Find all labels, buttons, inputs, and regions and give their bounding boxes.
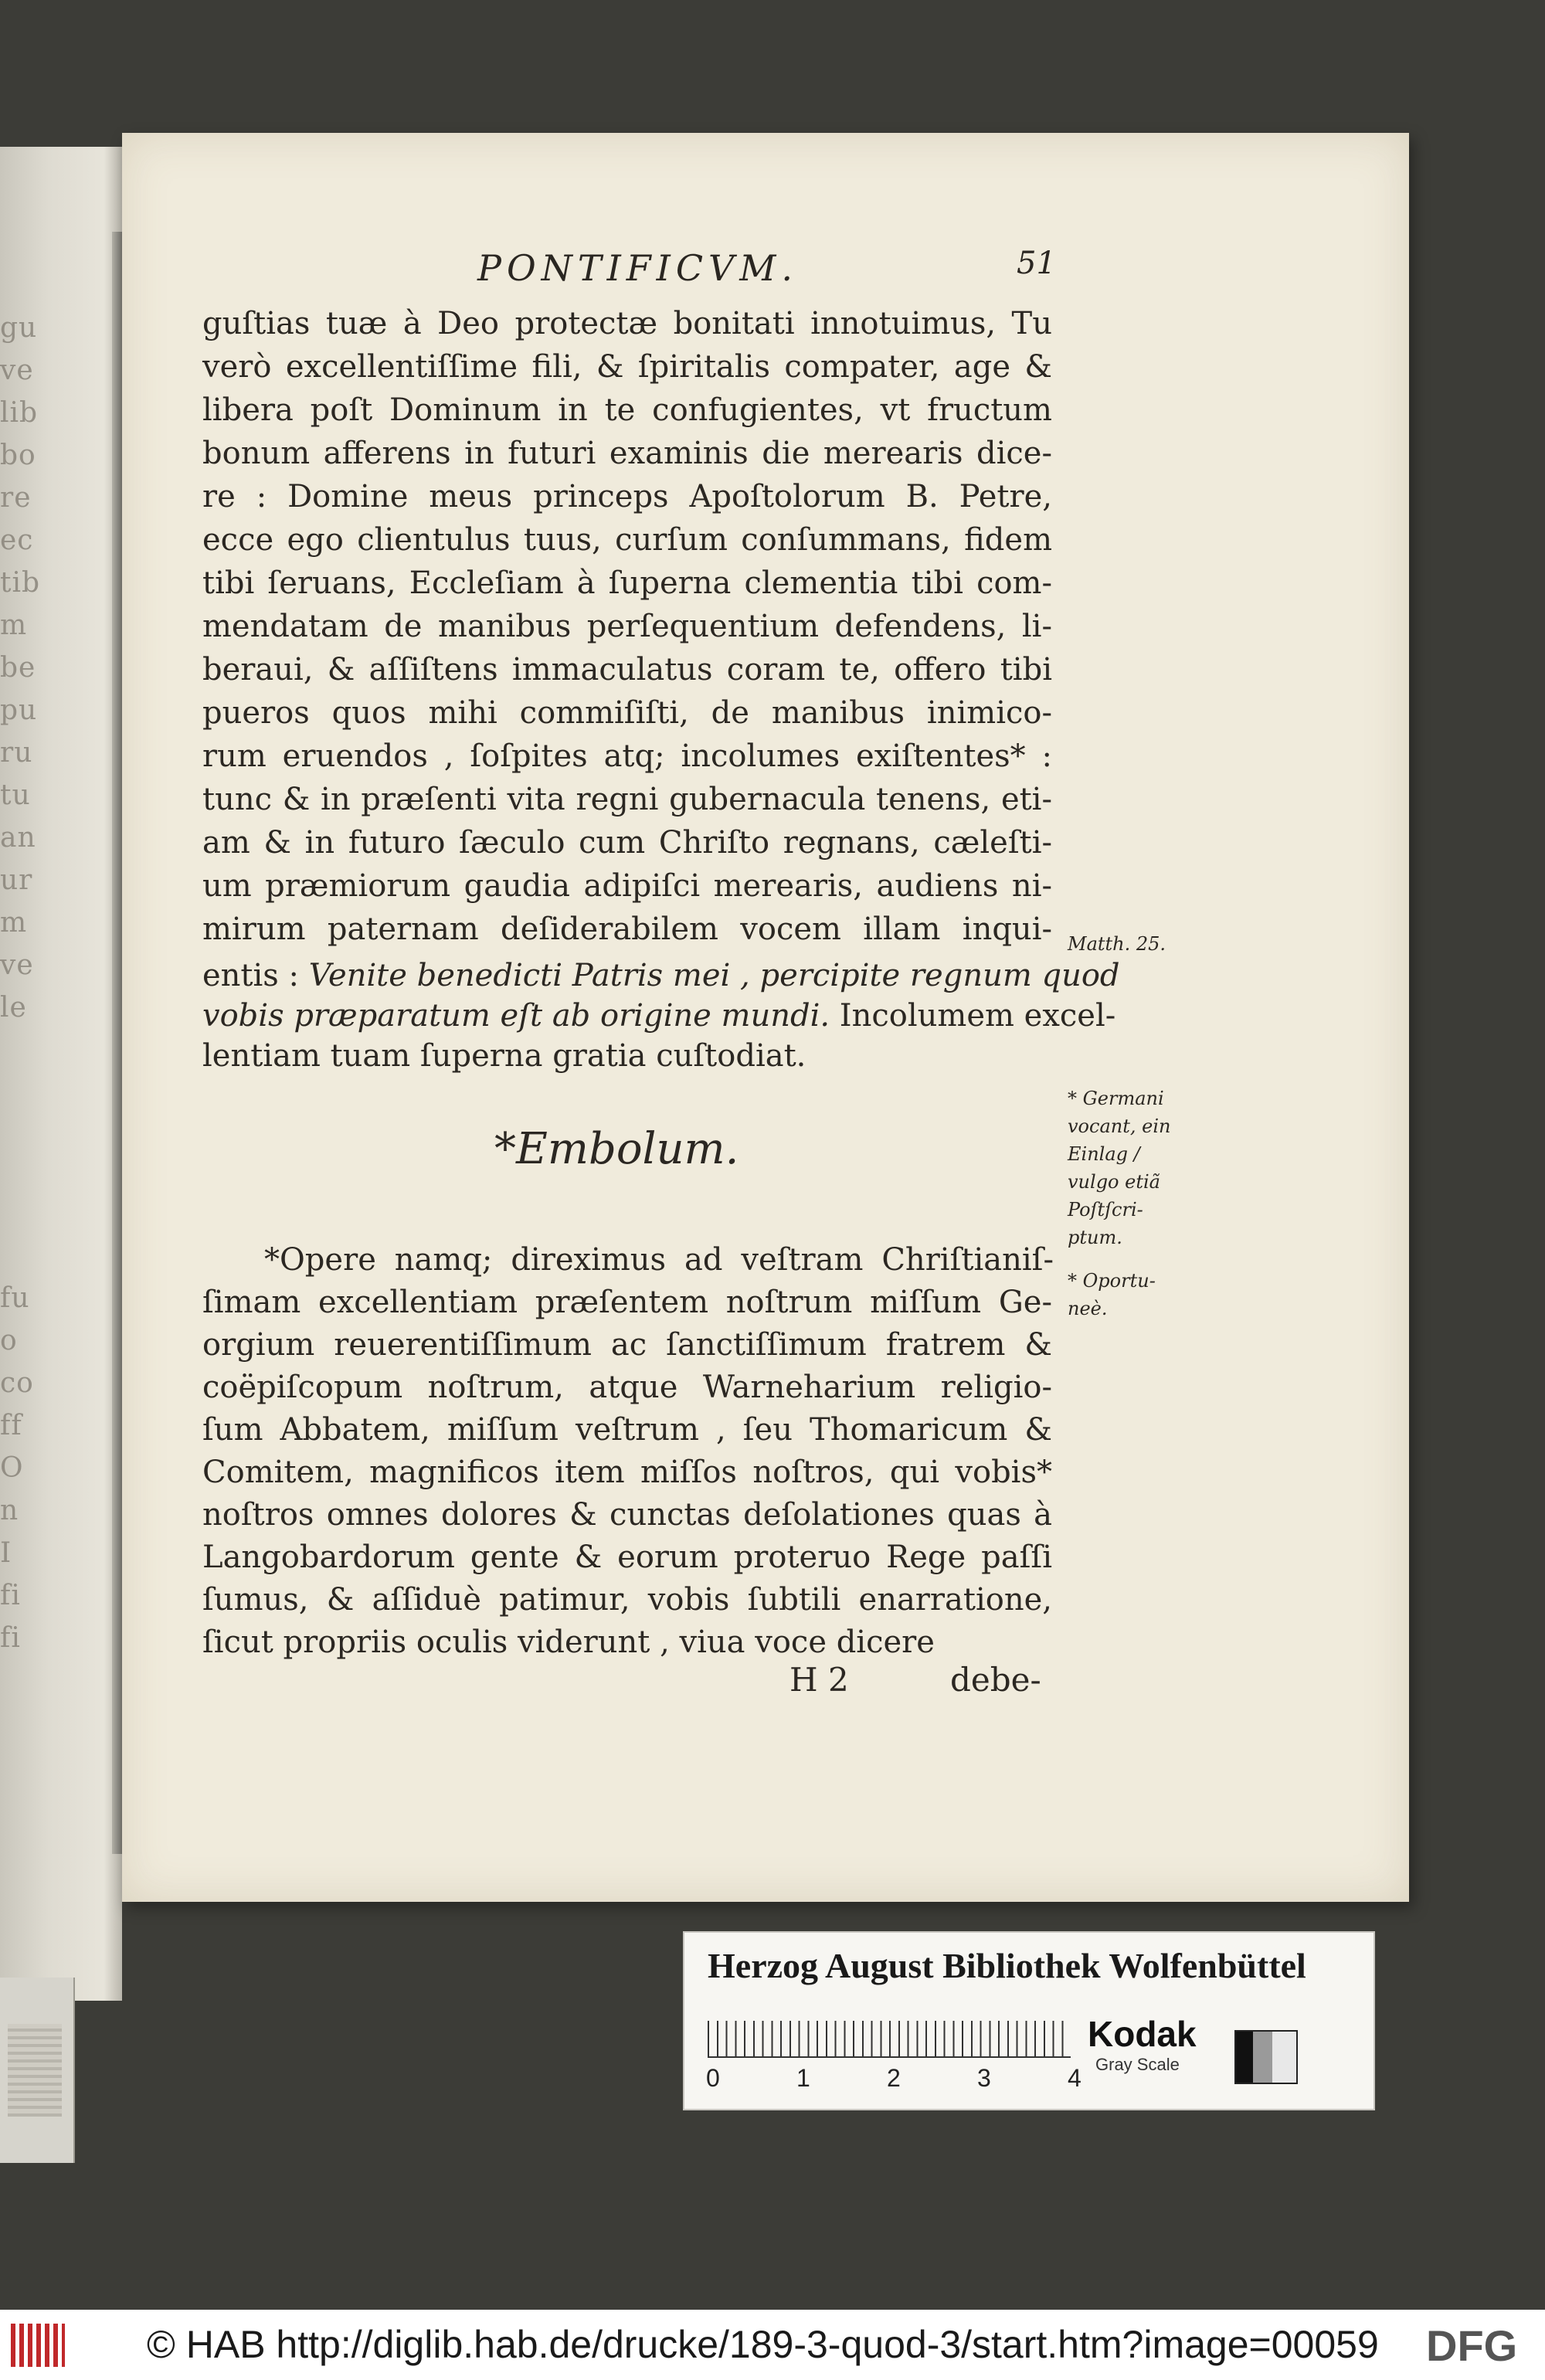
left-page-fragment: pu (0, 694, 38, 726)
running-header: PONTIFICVM. (477, 247, 798, 289)
left-page-fragment: le (0, 992, 27, 1024)
text-line: um præmiorum gaudia adipiſci merearis, audiens ni- (202, 868, 1052, 904)
text-line: tibi ſeruans, Eccleſiam à ſuperna clementia tibi com- (202, 565, 1052, 601)
text-line-vobis (202, 998, 1116, 1034)
text-line: re : Domine meus princeps Apoſtolorum B. Petre, (202, 479, 1052, 514)
left-page-fragment: lib (0, 397, 39, 429)
left-page-fragment: ve (0, 949, 34, 981)
color-calibration-card (683, 1931, 1375, 2110)
left-page-fragment: tib (0, 567, 41, 599)
embolum-text-line: ſicut propriis oculis viderunt , viua voce dicere (202, 1625, 935, 1660)
ruler-number: 1 (796, 2064, 810, 2092)
left-page-fragment: be (0, 652, 36, 684)
margin-note-line: vulgo etiã (1068, 1171, 1160, 1193)
left-page-fragment: co (0, 1367, 34, 1399)
margin-note-line: neè. (1068, 1298, 1108, 1319)
ruler-number: 0 (706, 2064, 720, 2092)
text-line: am & in futuro ſæculo cum Chriſto regnans, cæleſti- (202, 825, 1052, 861)
text-line: guſtias tuæ à Deo protectæ bonitati innotuimus, Tu (202, 306, 1052, 341)
text-line: mirum paternam deſiderabilem vocem illam inqui- (202, 912, 1052, 947)
ruler-number: 2 (887, 2064, 901, 2092)
left-page-fragment: n (0, 1495, 19, 1526)
left-page-fragment: tu (0, 779, 31, 811)
left-page-fragment: ec (0, 525, 34, 556)
entis-italic: Venite benedicti Patris mei , percipite regnum quod (308, 958, 1120, 993)
text-line: mendatam de manibus perſequentium defendens, li- (202, 609, 1052, 644)
scale-ruler (708, 2021, 1071, 2058)
text-line: tunc & in præſenti vita regni gubernacula tenens, eti- (202, 782, 1052, 817)
left-page-fragment: fi (0, 1580, 21, 1611)
text-line: rum eruendos , ſoſpites atq; incolumes exiſtentes* : (202, 738, 1052, 774)
margin-note-line: Poſtſcri- (1068, 1199, 1143, 1221)
left-page-fragment: m (0, 907, 28, 939)
vobis-rest: Incolumem excel- (830, 998, 1116, 1034)
margin-note-line: * Oportu- (1068, 1270, 1156, 1292)
hab-logo-icon (11, 2324, 65, 2367)
page-number: 51 (1017, 246, 1056, 281)
footer-bar (0, 2310, 1545, 2380)
margin-note-line: ptum. (1068, 1227, 1122, 1248)
left-page-fragment: gu (0, 312, 38, 344)
left-page-fragment: ru (0, 737, 33, 769)
left-page-fragment: re (0, 482, 32, 514)
left-page-fragment: ff (0, 1410, 22, 1441)
embolum-text-line: Comitem, magnificos item miſſos noſtros, qui vobis* (202, 1455, 1052, 1490)
text-line: bonum afferens in futuri examinis die merearis dice- (202, 436, 1052, 471)
embolum-text-line: ſum Abbatem, miſſum veſtrum , ſeu Thomaricum & (202, 1412, 1052, 1448)
embolum-text-line: coëpiſcopum noſtrum, atque Warneharium religio- (202, 1370, 1052, 1405)
text-line: verò excellentiſſime fili, & ſpiritalis compater, age & (202, 349, 1052, 385)
footer-copyright-link[interactable]: © HAB http://diglib.hab.de/drucke/189-3-quod-3/start.htm?image=00059 (147, 2323, 1379, 2366)
ruler-number: 3 (977, 2064, 991, 2092)
catchword: debe- (950, 1661, 1041, 1699)
margin-note-line: vocant, ein (1068, 1115, 1171, 1137)
embolum-text-line: ſimam excellentiam præſentem noſtrum miſſum Ge- (202, 1285, 1052, 1320)
kodak-logo-text: Kodak (1088, 2014, 1197, 2054)
vobis-italic: vobis præparatum eſt ab origine mundi. (202, 998, 830, 1034)
embolum-text-line: *Opere namq; direximus ad veſtram Chriſtianiſ- (264, 1242, 1054, 1278)
text-line: libera poſt Dominum in te confugientes, vt fructum (202, 392, 1052, 428)
text-line: ecce ego clientulus tuus, curſum conſummans, fidem (202, 522, 1052, 558)
embolum-text-line: Langobardorum gente & eorum proteruo Rege paſſi (202, 1540, 1052, 1575)
gray-scale-label: Gray Scale (1095, 2055, 1180, 2074)
embolum-text-line: noſtros omnes dolores & cunctas deſolationes quas à (202, 1497, 1052, 1533)
left-page-label-mark (8, 2024, 62, 2117)
left-page-fragment: ve (0, 355, 34, 386)
left-page-fragment: ur (0, 864, 33, 896)
entis-prefix: entis : (202, 958, 309, 993)
signature-mark: H 2 (789, 1661, 849, 1699)
margin-note-line: * Germani (1068, 1088, 1164, 1109)
margin-note-line: Einlag / (1068, 1143, 1140, 1165)
text-line: pueros quos mihi commiſiſti, de manibus inimico- (202, 695, 1052, 731)
text-line-entis (202, 958, 1120, 993)
card-title: Herzog August Bibliothek Wolfenbüttel (708, 1946, 1306, 1985)
left-page-fragment: bo (0, 440, 36, 471)
gray-scale-patch (1234, 2030, 1298, 2084)
section-heading-embolum: *Embolum. (494, 1124, 739, 1174)
text-line-last: lentiam tuam ſuperna gratia cuſtodiat. (202, 1038, 806, 1074)
margin-note-matthew: Matth. 25. (1068, 933, 1166, 955)
left-page-fragment: fu (0, 1282, 30, 1314)
left-page-fragment: O (0, 1452, 24, 1484)
left-page-fragment: I (0, 1537, 12, 1569)
left-page-fragment: fi (0, 1622, 21, 1654)
embolum-text-line: ſumus, & aſſiduè patimur, vobis ſubtili enarratione, (202, 1582, 1052, 1618)
left-page-fragment: m (0, 609, 28, 641)
ruler-number: 4 (1068, 2064, 1082, 2092)
embolum-text-line: orgium reuerentiſſimum ac ſanctiſſimum fratrem & (202, 1327, 1052, 1363)
left-page-fragment: o (0, 1325, 18, 1356)
left-page-fragment: an (0, 822, 36, 854)
text-line: beraui, & aſſiſtens immaculatus coram te, offero tibi (202, 652, 1052, 688)
dfg-logo: DFG (1426, 2321, 1518, 2370)
